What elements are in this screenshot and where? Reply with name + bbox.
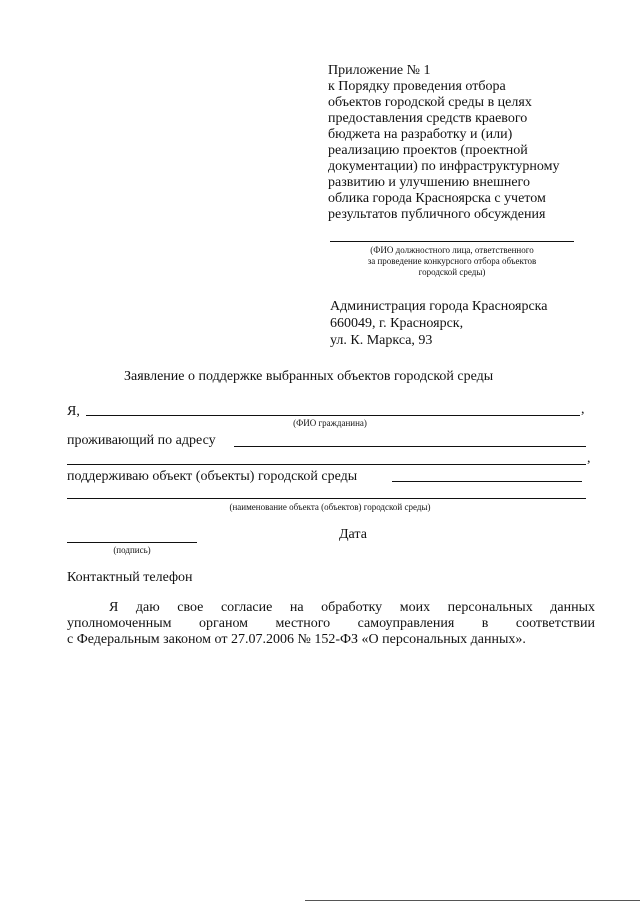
- signature-caption: (подпись): [113, 545, 151, 555]
- consent-line: уполномоченным органом местного самоуправления в соответствии: [67, 616, 595, 631]
- appendix-line: к Порядку проведения отбора: [328, 79, 506, 94]
- appendix-line: бюджета на разработку и (или): [328, 127, 513, 142]
- official-caption-line: (ФИО должностного лица, ответственного: [370, 245, 534, 255]
- official-caption-line: городской среды): [418, 267, 486, 277]
- support-label: поддерживаю объект (объекты) городской среды: [67, 469, 358, 484]
- fio-field[interactable]: [86, 415, 580, 416]
- signature-field[interactable]: [67, 542, 197, 543]
- residing-label: проживающий по адресу: [67, 433, 216, 448]
- appendix-line: облика города Красноярска с учетом: [328, 191, 546, 206]
- appendix-line: документации) по инфраструктурному: [328, 159, 560, 174]
- object-caption: (наименование объекта (объектов) городской среды): [229, 502, 431, 512]
- address-line: 660049, г. Красноярск,: [330, 316, 464, 331]
- i-label: Я,: [67, 404, 80, 419]
- official-caption: [330, 245, 574, 278]
- object-field[interactable]: [392, 481, 582, 482]
- consent-line: с Федеральным законом от 27.07.2006 № 152-ФЗ «О персональных данных».: [67, 632, 526, 647]
- residence-address-field-2[interactable]: [67, 464, 586, 465]
- official-caption-line: за проведение конкурсного отбора объектов: [367, 256, 537, 266]
- form-title: Заявление о поддержке выбранных объектов городской среды: [124, 369, 494, 384]
- appendix-line: предоставления средств краевого: [328, 111, 528, 126]
- date-label: Дата: [339, 527, 367, 542]
- appendix-block: [328, 63, 559, 223]
- fio-comma: ,: [581, 402, 585, 417]
- appendix-line: результатов публичного обсуждения: [328, 207, 546, 222]
- scan-edge-divider: [305, 900, 640, 901]
- appendix-line: реализацию проектов (проектной: [328, 143, 528, 158]
- appendix-line: развитию и улучшению внешнего: [328, 175, 530, 190]
- official-name-field[interactable]: [330, 241, 574, 242]
- consent-line: Я даю свое согласие на обработку моих персональных данных: [109, 600, 595, 615]
- contact-phone-label: Контактный телефон: [67, 570, 193, 585]
- address-line: ул. К. Маркса, 93: [330, 333, 433, 348]
- address-block: [330, 298, 548, 349]
- appendix-line: объектов городской среды в целях: [328, 95, 532, 110]
- consent-paragraph: [67, 600, 595, 648]
- address-line: Администрация города Красноярска: [330, 299, 548, 314]
- appendix-title: Приложение № 1: [328, 63, 431, 78]
- fio-caption: (ФИО гражданина): [293, 418, 367, 428]
- residence-address-field[interactable]: [234, 446, 586, 447]
- address-comma: ,: [587, 451, 591, 466]
- object-field-2[interactable]: [67, 498, 586, 499]
